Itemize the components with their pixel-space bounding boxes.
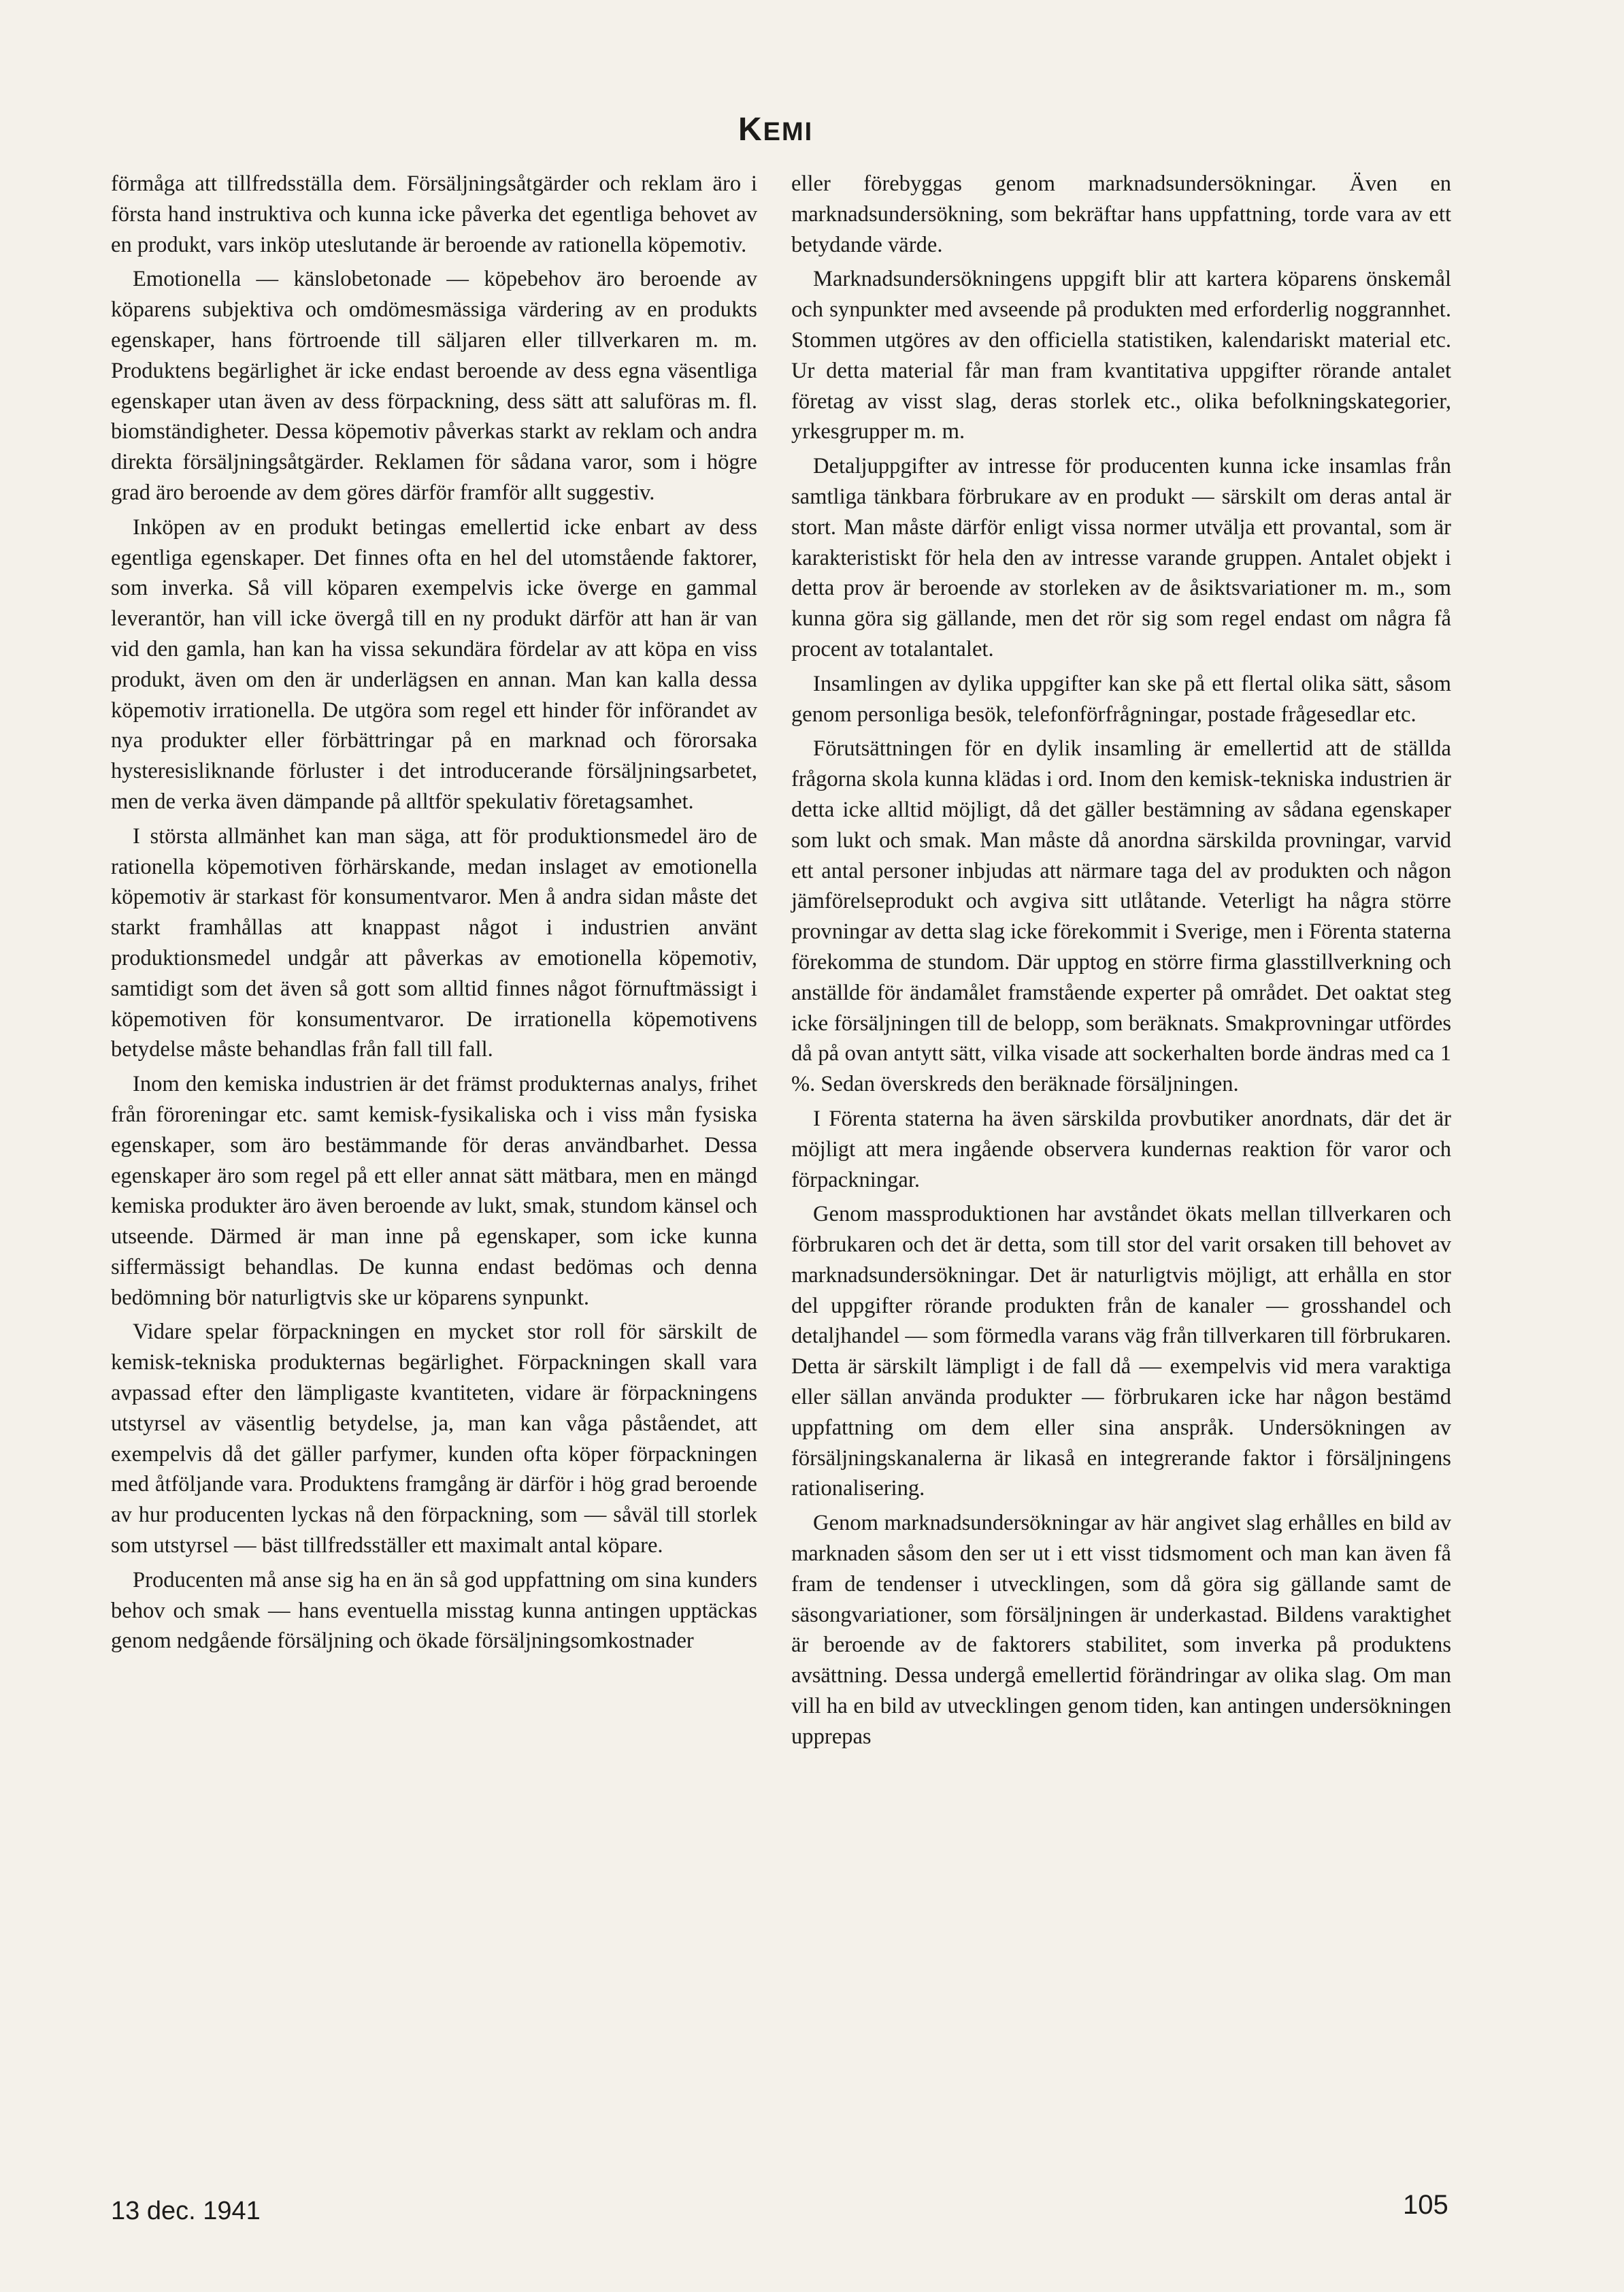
issue-date: 13 dec. 1941 [111,2197,261,2225]
paragraph: Detaljuppgifter av intresse för producenten kunna icke insamlas från samtliga tänkbara förbrukare av en produkt — särskilt om deras antal är stort. Man måste därför enligt vissa normer utvälja ett provantal, som är karakteristiskt för hela den av intresse varande gruppen. Antalet objekt i detta prov är beroende av storleken av de åsiktsvariationer m. m., som kunna göra sig gällande, men det rör sig som regel endast om några få procent av totalantalet. [791,454,1451,661]
paragraph: I största allmänhet kan man säga, att för produktionsmedel äro de rationella köpemotiven förhärskande, medan inslaget av emotionella köpemotiv är starkast för konsumentvaror. Men å andra sidan måste det starkt framhållas att knappast något i industrien använt produktionsmedel undgår att påverkas av emotionella köpemotiv, samtidigt som det även så gott som alltid finnes något förnuftmässigt i köpemotiven för konsumentvaror. De irrationella köpemotivens betydelse måste behandlas från fall till fall. [111,823,757,1062]
paragraph: Producenten må anse sig ha en än så god uppfattning om sina kunders behov och smak — hans eventuella misstag kunna antingen upptäckas genom nedgående försäljning och ökade försäljningsomkostnader [111,1567,757,1654]
paragraph: Genom marknadsundersökningar av här angivet slag erhålles en bild av marknaden såsom den ser ut i ett visst tidsmoment och man kan även få fram de tendenser i utvecklingen, som då göra sig gällande samt de säsongvariationer, som försäljningen är underkastad. Bildens varaktighet är beroende av de faktorers stabilitet, som inverka på produktens avsättning. Dessa undergå emellertid förändringar av olika slag. Om man vill ha en bild av utvecklingen genom tiden, kan antingen undersökningen upprepas [791,1511,1451,1749]
paragraph: Marknadsundersökningens uppgift blir att kartera köparens önskemål och synpunkter med avseende på produkten med erforderlig noggrannhet. Stommen utgöres av den officiella statistiken, kalendariskt material etc. Ur detta material får man fram kvantitativa uppgifter rörande antalet företag av visst slag, deras storlek etc., olika befolkningskategorier, yrkesgrupper m. m. [791,267,1451,444]
paragraph: Förutsättningen för en dylik insamling är emellertid att de ställda frågorna skola kunna klädas i ord. Inom den kemisk-tekniska industrien är detta icke alltid möjligt, då det gäller bestämning av sådana egenskaper som lukt och smak. Man måste då anordna särskilda provningar, varvid ett antal personer inbjudas att närmare taga del av produkten och någon jämförelseprodukt och avgiva sitt utlåtande. Veterligt ha några större provningar av detta slag icke förekommit i Sverige, men i Förenta staterna förekomma de stundom. Där upptog en större firma glasstillverkning och anställde för ändamålet framstående experter på området. Det oaktat steg icke försäljningen till de belopp, som beräknats. Smakprovningar utfördes då på ovan antytt sätt, vilka visade att sockerhalten borde ändras med ca 1 %. Sedan överskreds den beräknade försäljningen. [791,736,1451,1097]
running-head [738,111,874,148]
running-head-title: KEMI [738,112,814,148]
paragraph: I Förenta staterna ha även särskilda provbutiker anordnats, där det är möjligt att mera ingående observera kundernas reaktion för varor och förpackningar. [791,1106,1451,1192]
paragraph: Vidare spelar förpackningen en mycket stor roll för särskilt de kemisk-tekniska produkternas begärlighet. Förpackningen skall vara avpassad efter den lämpligaste kvantiteten, vidare är förpackningens utstyrsel av väsentlig betydelse, ja, man kan våga påståendet, att exempelvis då det gäller parfymer, kunden ofta köper förpackningen med åtföljande vara. Produktens framgång är därför i hög grad beroende av hur producenten lyckas nå den förpackning, som — såväl till storlek som utstyrsel — bäst tillfredsställer ett maximalt antal köpare. [111,1320,757,1558]
paragraph: Emotionella — känslobetonade — köpebehov äro beroende av köparens subjektiva och omdömesmässiga värdering av en produkts egenskaper, hans förtroende till säljaren eller tillverkaren m. m. Produktens begärlighet är icke endast beroende av dess egna väsentliga egenskaper utan även av dess förpackning, dess sätt att saluföras m. fl. biomständigheter. Dessa köpemotiv påverkas starkt av reklam och andra direkta försäljningsåtgärder. Reklamen för sådana varor, som i högre grad äro beroende av dem göres därför framför allt suggestiv. [111,267,757,505]
paragraph: Inköpen av en produkt betingas emellertid icke enbart av dess egentliga egenskaper. Det finnes ofta en hel del utomstående faktorer, som inverka. Så vill köparen exempelvis icke överge en gammal leverantör, han vill icke övergå till en ny produkt därför att han är van vid den gamla, han kan ha vissa sekundära fördelar av att köpa en viss produkt, även om den är underlägsen en annan. Man kan kalla dessa köpemotiv irrationella. De utgöra som regel ett hinder för införandet av nya produkter eller förbättringar på en marknad och förorsaka hysteresisliknande förluster i det introducerande försäljningsarbetet, men de verka även dämpande på alltför spekulativ företagsamhet. [111,514,757,814]
right-column [791,169,1451,1756]
page-number: 105 [1403,2190,1448,2220]
paragraph: Insamlingen av dylika uppgifter kan ske på ett flertal olika sätt, såsom genom personliga besök, telefonförfrågningar, postade frågesedlar etc. [791,671,1451,727]
paragraph: eller förebyggas genom marknadsundersökningar. Även en marknadsundersökning, som bekräftar hans uppfattning, torde vara av ett betydande värde. [791,171,1451,257]
paragraph: Inom den kemiska industrien är det främst produkternas analys, frihet från föroreningar etc. samt kemisk-fysikaliska och i viss mån fysiska egenskaper, som äro bestämmande för deras användbarhet. Dessa egenskaper äro som regel på ett eller annat sätt mätbara, men en mängd kemiska produkter äro även beroende av lukt, smak, stundom känsel och utseende. Därmed är man inne på egenskaper, som icke kunna siffermässigt behandlas. De kunna endast bedömas och denna bedömning bör naturligtvis ske ur köparens synpunkt. [111,1072,757,1310]
paragraph: förmåga att tillfredsställa dem. Försäljningsåtgärder och reklam äro i första hand instruktiva och kunna icke påverka det egentliga behovet av en produkt, vars inköp uteslutande är beroende av rationella köpemotiv. [111,171,757,257]
left-column [111,169,757,1660]
paragraph: Genom massproduktionen har avståndet ökats mellan tillverkaren och förbrukaren och det är detta, som till stor del varit orsaken till behovet av marknadsundersökningar. Det är naturligtvis möjligt, att erhålla en stor del uppgifter rörande produkten från de kanaler — grosshandel och detaljhandel — som förmedla varans väg från tillverkaren till förbrukaren. Detta är särskilt lämpligt i de fall då — exempelvis vid mera varaktiga eller sällan använda produkter — förbrukaren icke har någon bestämd uppfattning om dem eller sina anspråk. Undersökningen av försäljningskanalerna är likaså en integrerande faktor i försäljningens rationalisering. [791,1202,1451,1501]
